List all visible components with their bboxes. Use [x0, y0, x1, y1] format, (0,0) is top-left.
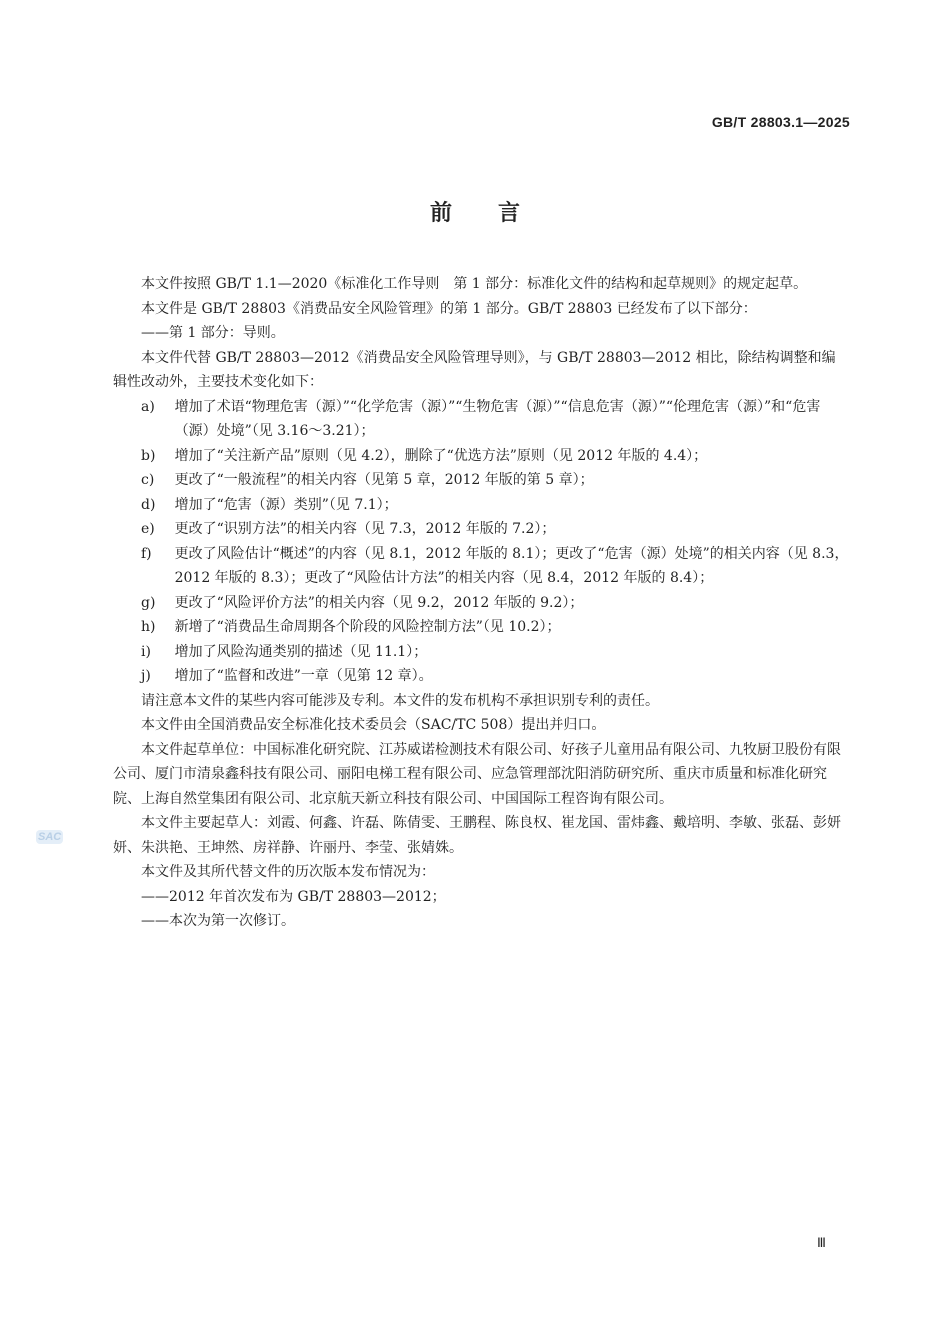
paragraph-drafting-rules: 本文件按照 GB/T 1.1—2020《标准化工作导则 第 1 部分：标准化文件的结构和起草规则》的规定起草。 [141, 276, 808, 292]
history-item: ——2012 年首次发布为 GB/T 28803—2012； [141, 888, 446, 905]
change-label: c) [141, 472, 155, 488]
paragraph-committee: 本文件由全国消费品安全标准化技术委员会（SAC/TC 508）提出并归口。 [141, 717, 606, 733]
change-item [113, 444, 849, 469]
change-item [113, 542, 849, 591]
change-item [113, 493, 849, 518]
change-text: 增加了“危害（源）类别”（见 7.1）； [174, 496, 398, 513]
document-body [113, 272, 849, 934]
change-text: 更改了“风险评价方法”的相关内容（见 9.2，2012 年版的 9.2）； [174, 594, 584, 611]
change-item [113, 591, 849, 616]
change-text: 更改了风险估计“概述”的内容（见 8.1，2012 年版的 8.1）；更改了“危害（源）处境”的相关内容（见 8.3，2012 年版的 8.3）；更改了“风险估计方法”的相关内容（见 8.4，2012 年版的 8.4）； [174, 545, 849, 586]
parts-list-item: ——第 1 部分：导则。 [141, 325, 285, 341]
change-text: 增加了风险沟通类别的描述（见 11.1）； [174, 643, 428, 660]
change-label: j) [141, 668, 151, 684]
change-label: e) [141, 521, 155, 537]
history-item: ——本次为第一次修订。 [141, 913, 295, 929]
change-item [113, 640, 849, 665]
paragraph-drafters: 本文件主要起草人：刘霞、何鑫、许磊、陈倩雯、王鹏程、陈良权、崔龙国、雷炜鑫、戴培明、李敏、张磊、彭妍妍、朱洪艳、王坤然、房祥静、许丽丹、李莹、张婧姝。 [113, 815, 841, 856]
paragraph-drafting-units: 本文件起草单位：中国标准化研究院、江苏威诺检测技术有限公司、好孩子儿童用品有限公司、九牧厨卫股份有限公司、厦门市清泉鑫科技有限公司、丽阳电梯工程有限公司、应急管理部沈阳消防研究所、重庆市质量和标准化研究院、上海自然堂集团有限公司、北京航天新立科技有限公司、中国国际工程咨询有限公司。 [113, 741, 841, 807]
change-text: 增加了“监督和改进”一章（见第 12 章）。 [174, 668, 433, 684]
change-item [113, 395, 849, 444]
change-item [113, 664, 849, 689]
change-item [113, 615, 849, 640]
paragraph-patent-notice: 请注意本文件的某些内容可能涉及专利。本文件的发布机构不承担识别专利的责任。 [141, 692, 659, 709]
change-text: 更改了“一般流程”的相关内容（见第 5 章，2012 年版的第 5 章）； [174, 472, 594, 488]
change-label: f) [141, 545, 152, 562]
page-title: 前言 [429, 201, 566, 226]
paragraph-parts-intro: 本文件是 GB/T 28803《消费品安全风险管理》的第 1 部分。GB/T 28803 已经发布了以下部分： [141, 300, 757, 317]
change-text: 新增了“消费品生命周期各个阶段的风险控制方法”（见 10.2）； [174, 619, 561, 635]
paragraph-replace-intro: 本文件代替 GB/T 28803—2012《消费品安全风险管理导则》，与 GB/T 28803—2012 相比，除结构调整和编辑性改动外，主要技术变化如下： [113, 349, 836, 390]
change-label: h) [141, 619, 156, 635]
change-text: 增加了“关注新产品”原则（见 4.2），删除了“优选方法”原则（见 2012 年版的 4.4）； [174, 447, 708, 464]
page-number: Ⅲ [817, 1235, 826, 1250]
change-item [113, 468, 849, 493]
change-label: i) [141, 643, 151, 660]
change-label: b) [141, 447, 156, 464]
change-text: 增加了术语“物理危害（源）”“化学危害（源）”“生物危害（源）”“信息危害（源）”“伦理危害（源）”和“危害（源）处境”（见 3.16～3.21）； [174, 398, 821, 439]
change-text: 更改了“识别方法”的相关内容（见 7.3，2012 年版的 7.2）； [174, 521, 556, 537]
change-label: g) [141, 594, 156, 611]
change-label: d) [141, 496, 156, 513]
change-label: a) [141, 398, 155, 415]
paragraph-history-intro: 本文件及其所代替文件的历次版本发布情况为： [141, 864, 435, 880]
change-item [113, 517, 849, 542]
standard-code: GB/T 28803.1—2025 [711, 114, 850, 130]
sac-watermark-logo: SAC [38, 831, 62, 843]
